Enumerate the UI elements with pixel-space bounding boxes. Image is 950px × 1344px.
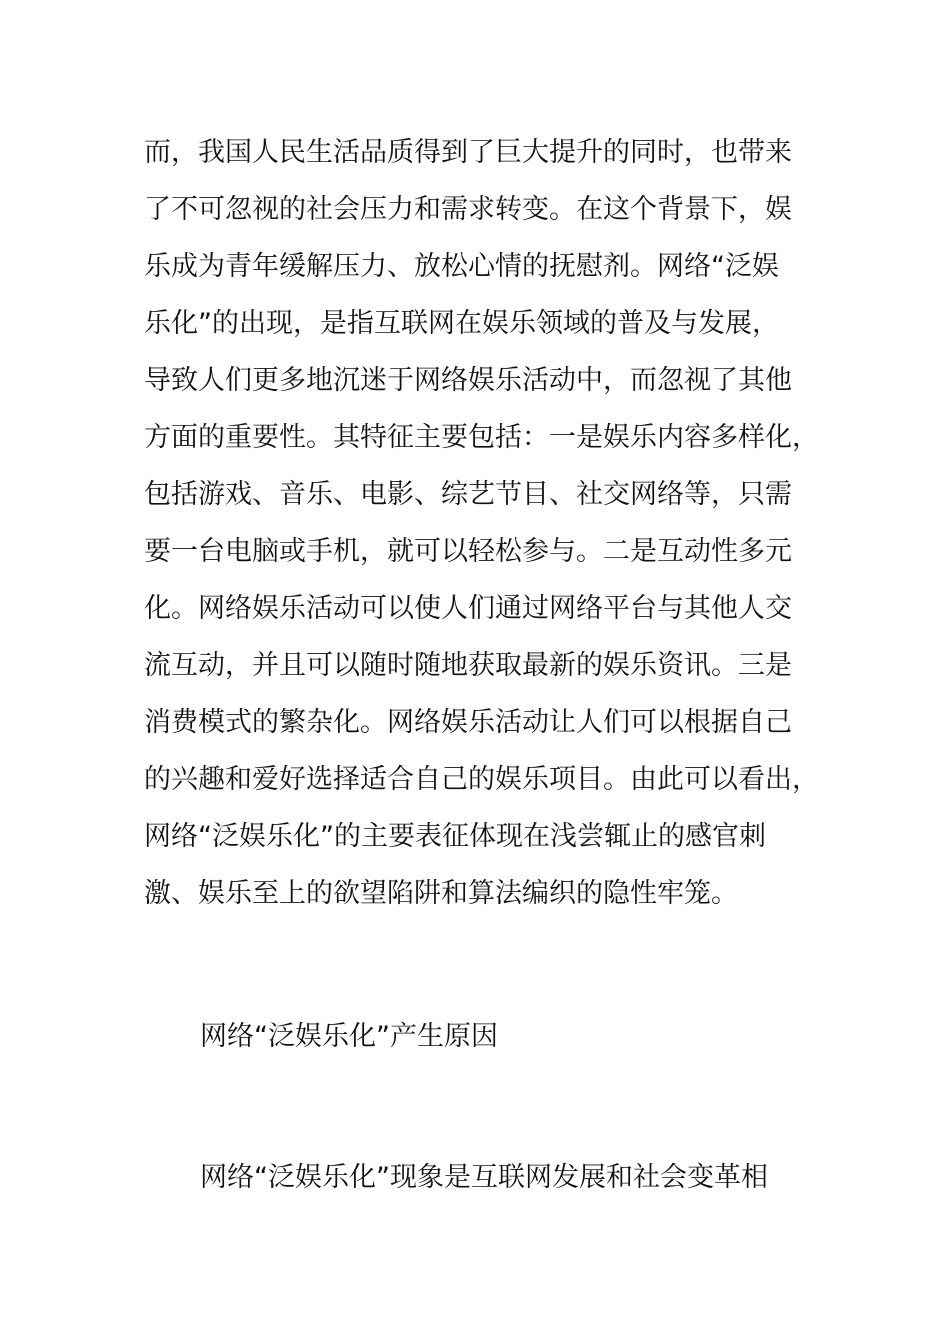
paragraph-line: 激、娱乐至上的欲望陷阱和算法编织的隐性牢笼。 — [144, 878, 738, 909]
paragraph-line: 乐化”的出现，是指互联网在娱乐领域的普及与发展， — [144, 308, 779, 339]
paragraph-line: 包括游戏、音乐、电影、综艺节目、社交网络等，只需 — [144, 479, 792, 510]
section-heading: 网络“泛娱乐化”产生原因 — [200, 1021, 498, 1052]
paragraph-line: 消费模式的繁杂化。网络娱乐活动让人们可以根据自己 — [144, 707, 792, 738]
paragraph-line: 网络“泛娱乐化”的主要表征体现在浅尝辄止的感官刺 — [144, 821, 766, 852]
paragraph-line: 方面的重要性。其特征主要包括：一是娱乐内容多样化， — [144, 422, 819, 453]
paragraph-line: 流互动，并且可以随时随地获取最新的娱乐资讯。三是 — [144, 650, 792, 681]
paragraph-line: 而，我国人民生活品质得到了巨大提升的同时，也带来 — [144, 137, 792, 168]
paragraph-line: 的兴趣和爱好选择适合自己的娱乐项目。由此可以看出， — [144, 764, 819, 795]
paragraph-line: 要一台电脑或手机，就可以轻松参与。二是互动性多元 — [144, 536, 792, 567]
paragraph-line: 化。网络娱乐活动可以使人们通过网络平台与其他人交 — [144, 593, 792, 624]
paragraph-line: 导致人们更多地沉迷于网络娱乐活动中，而忽视了其他 — [144, 365, 792, 396]
paragraph-line: 网络“泛娱乐化”现象是互联网发展和社会变革相 — [200, 1162, 768, 1193]
paragraph-line: 了不可忽视的社会压力和需求转变。在这个背景下，娱 — [144, 194, 792, 225]
paragraph-line: 乐成为青年缓解压力、放松心情的抚慰剂。网络“泛娱 — [144, 251, 779, 282]
